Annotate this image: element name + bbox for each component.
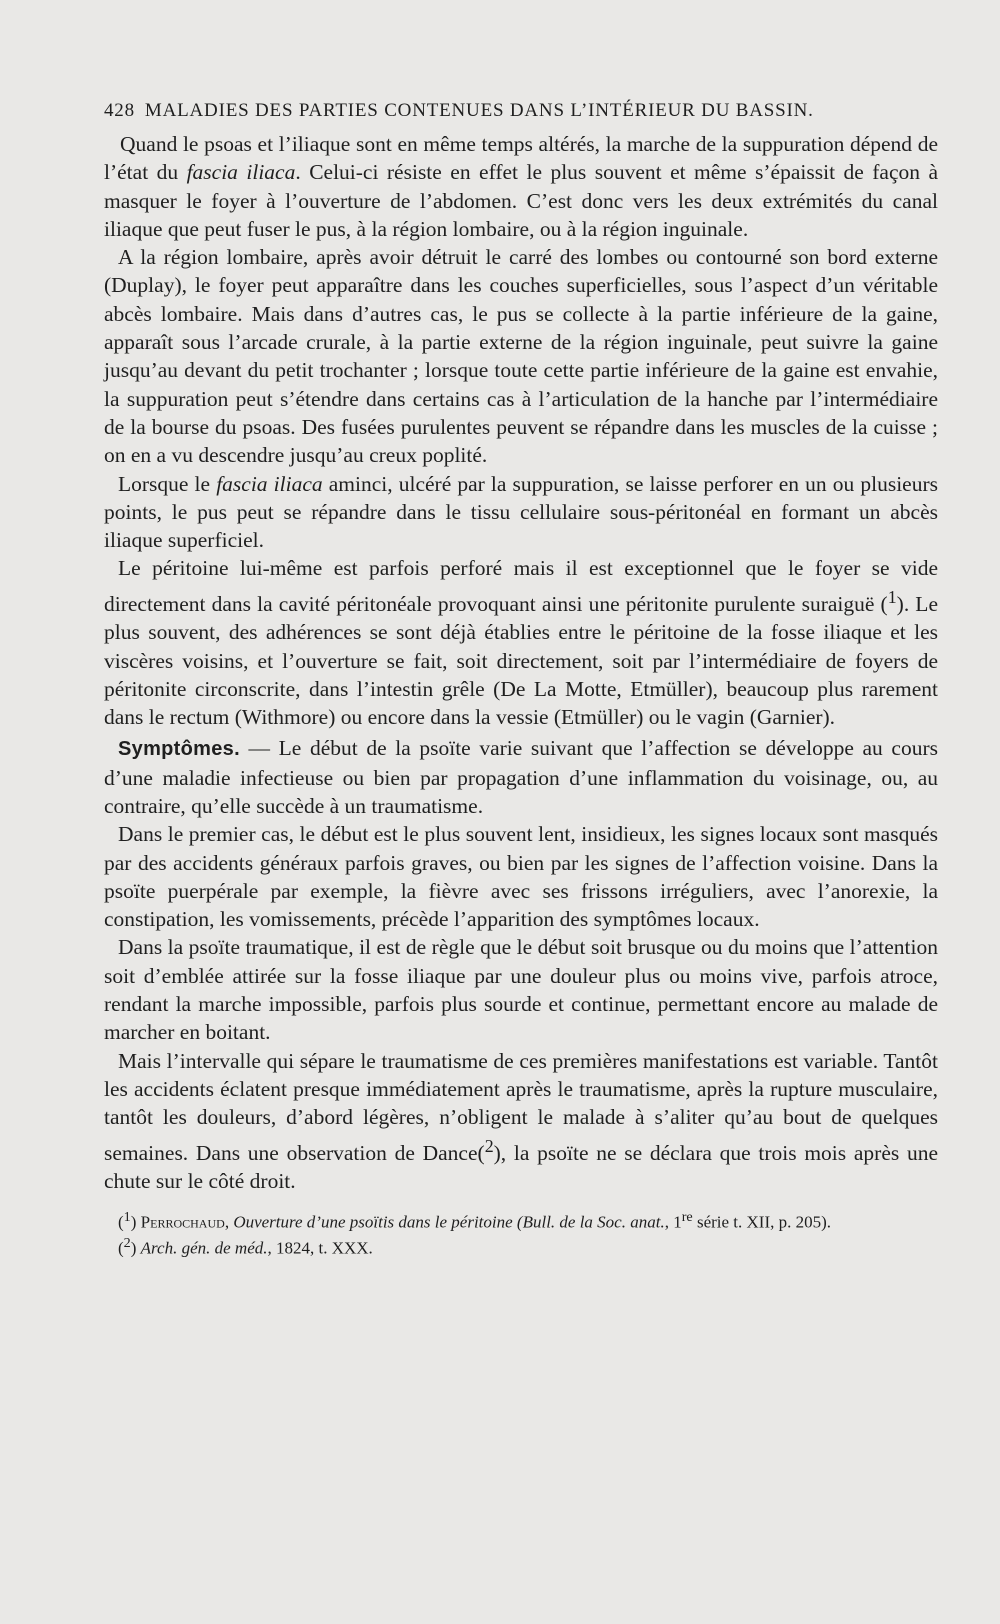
text-run: — Le début de la psoïte varie suivant que l’affection se développe au cours d’une maladie infectieuse ou bien par propagation d’une inflammation du voisinage, ou, au contraire, qu’elle succède à un traumatisme. [104, 736, 938, 818]
footnotes [104, 1207, 938, 1258]
footnote-mark: 2 [123, 1234, 131, 1251]
page-number: 428 [104, 100, 135, 121]
paragraph [104, 554, 938, 731]
footnote-author: Perrochaud [140, 1212, 225, 1232]
text-run: ). Le plus souvent, des adhérences se sont déjà établies entre le péritoine de la fosse iliaque et les viscères voisins, et l’ouverture se fait, soit directement, soit par l’intermédiaire de foyers de péritonite circonscrite, dans l’intestin grêle (De La Motte, Etmüller), beaucoup plus rarement dans le rectum (Withmore) ou encore dans la vessie (Etmüller) ou le vagin (Garnier). [104, 591, 938, 730]
running-header [104, 100, 938, 122]
italic-term: fascia iliaca [186, 160, 296, 185]
footnote-text: , 1824, t. XXX. [267, 1238, 373, 1258]
body-text [104, 130, 938, 1195]
footnote-mark: 1 [123, 1209, 131, 1226]
paragraph [104, 470, 938, 555]
italic-term: fascia iliaca [216, 471, 323, 496]
text-run: Lorsque le [118, 471, 217, 496]
paragraph [104, 1047, 938, 1196]
text-run: aminci, ulcéré par la suppuration, se laisse perforer en un ou plusieurs points, le pus peut se répandre dans le tissu cellulaire sous-péritonéal en formant un abcès iliaque superficiel. [104, 471, 939, 553]
paragraph: Dans le premier cas, le début est le plus souvent lent, insidieux, les signes locaux sont masqués par des accidents généraux parfois graves, ou bien par les signes de l’affection voisine. Dans la psoïte puerpérale par exemple, la fièvre avec ses frissons irréguliers, avec l’anorexie, la constipation, les vomissements, précède l’apparition des symptômes locaux. [104, 822, 938, 932]
section-heading: Symptômes. [118, 738, 240, 761]
paragraph [104, 130, 938, 243]
text-run: . Celui-ci résiste en effet le plus souvent et même s’épaissit de façon à masquer le foyer à l’ouverture de l’abdomen. C’est donc vers les deux extrémités du canal iliaque que peut fuser le pus, à la région lombaire, ou à la région inguinale. [104, 160, 938, 241]
footnote-source: Arch. gén. de méd. [140, 1238, 268, 1258]
footnote-text: , 1 [664, 1212, 682, 1232]
footnote-source: (Bull. de la Soc. anat. [516, 1212, 665, 1232]
footnote-title: Ouverture d’une psoïtis dans le péritoine [233, 1212, 513, 1232]
footnote-ref: 2 [484, 1135, 494, 1156]
text-run: Quand le psoas et l’iliaque sont en même temps altérés, la marche de la suppuration dépend de l’état du [104, 132, 938, 185]
footnote-text: re [681, 1209, 693, 1226]
text-run: ), la psoïte ne se déclara que trois mois après une chute sur le côté droit. [104, 1140, 938, 1193]
footnote-text: série t. XII, p. 205). [692, 1212, 832, 1232]
paragraph: Dans la psoïte traumatique, il est de règle que le début soit brusque ou du moins que l’attention soit d’emblée attirée sur la fosse iliaque par une douleur plus ou moins vive, parfois atroce, rendant la marche impossible, parfois plus sourde et continue, permettant encore au malade de marcher en boitant. [104, 935, 938, 1045]
footnote-ref: 1 [887, 586, 897, 607]
footnote: ($^2$) Arch. gén. de méd., 1824, t. XXX. [118, 1234, 373, 1258]
text-run: Le péritoine lui-même est parfois perforé mais il est exceptionnel que le foyer se vide directement dans la cavité péritonéale provoquant ainsi une péritonite purulente suraiguë ( [104, 556, 938, 616]
paragraph [104, 734, 938, 820]
text-run: Mais l’intervalle qui sépare le traumatisme de ces premières manifestations est variable. Tantôt les accidents éclatent presque immédiatement après le traumatisme, après la rupture musculaire, tantôt les douleurs, d’abord légères, n’obligent le malade à s’aliter qu’au bout de quelques semaines. Dans une observation de Dance( [104, 1048, 938, 1165]
paragraph: A la région lombaire, après avoir détruit le carré des lombes ou contourné son bord externe (Duplay), le foyer peut apparaître dans les couches superficielles, sous l’aspect d’un véritable abcès lombaire. Mais dans d’autres cas, le pus se collecte à la partie inférieure de la gaine, apparaît sous l’arcade crurale, à la partie externe de la région inguinale, peut suivre la gaine jusqu’au devant du petit trochanter ; lorsque toute cette partie inférieure de la gaine est envahie, la suppuration peut s’étendre dans certains cas à l’articulation de la hanche par l’intermédiaire de la bourse du psoas. Des fusées purulentes peuvent se répandre dans les muscles de la cuisse ; on en a vu descendre jusqu’au creux poplité. [104, 245, 938, 468]
running-title: MALADIES DES PARTIES CONTENUES DANS L’INTÉRIEUR DU BASSIN. [144, 100, 814, 121]
footnote: ($^1$) Perrochaud, Ouverture d’une psoïtis dans le péritoine (Bull. de la Soc. anat., 1re série t. XII, p. 205). [118, 1209, 832, 1232]
